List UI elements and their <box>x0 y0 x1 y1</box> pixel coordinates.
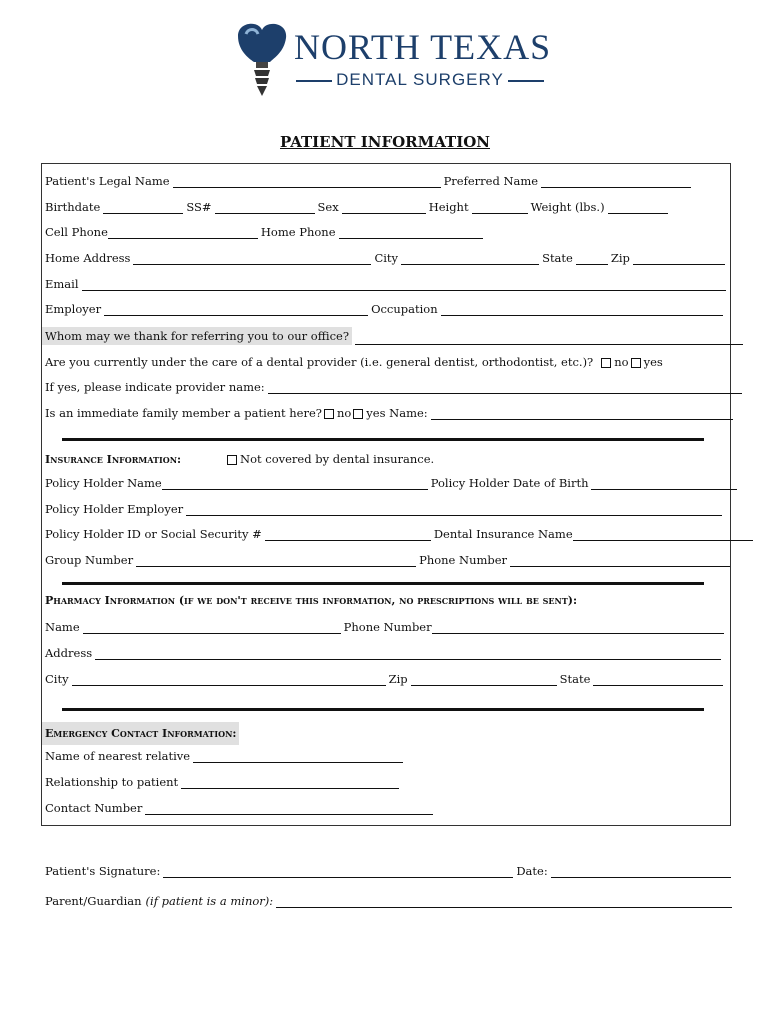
row-referral <box>45 327 746 345</box>
insurance-name-label: Dental Insurance Name <box>433 527 573 541</box>
row-relationship <box>45 775 402 789</box>
holder-dob-field[interactable] <box>591 479 737 490</box>
pharmacy-state-field[interactable] <box>593 675 723 686</box>
page-title: PATIENT INFORMATION <box>280 133 490 151</box>
pharmacy-city-label: City <box>45 672 69 686</box>
relative-label: Name of nearest relative <box>45 749 191 763</box>
occupation-label: Occupation <box>371 302 438 316</box>
provider-name-field[interactable] <box>268 383 742 394</box>
state-field[interactable] <box>576 254 608 265</box>
birthdate-field[interactable] <box>103 203 183 214</box>
row-birthdate <box>45 200 671 214</box>
insurance-phone-label: Phone Number <box>419 553 508 567</box>
relationship-field[interactable] <box>181 778 399 789</box>
row-pharmacy-city <box>45 672 726 686</box>
relationship-label: Relationship to patient <box>45 775 179 789</box>
cell-phone-label: Cell Phone <box>45 225 108 239</box>
care-yes-label: yes <box>643 355 663 369</box>
holder-name-field[interactable] <box>162 479 428 490</box>
insurance-heading-row <box>45 452 434 466</box>
ss-field[interactable] <box>215 203 315 214</box>
birthdate-label: Birthdate <box>45 200 101 214</box>
row-group-number <box>45 553 733 567</box>
family-question: Is an immediate family member a patient here? <box>45 406 322 420</box>
family-yes-label: yes Name: <box>366 406 428 420</box>
email-field[interactable] <box>82 280 726 291</box>
guardian-signature-field[interactable] <box>276 897 732 908</box>
employer-label: Employer <box>45 302 102 316</box>
home-phone-field[interactable] <box>339 228 483 239</box>
patient-signature-field[interactable] <box>163 867 513 878</box>
sex-field[interactable] <box>342 203 426 214</box>
section-divider <box>62 438 704 441</box>
cell-phone-field[interactable] <box>108 228 258 239</box>
row-contact-number <box>45 801 436 815</box>
height-label: Height <box>428 200 469 214</box>
row-guardian-signature <box>45 894 735 908</box>
pharmacy-phone-field[interactable] <box>432 623 724 634</box>
holder-name-label: Policy Holder Name <box>45 476 162 490</box>
preferred-name-label: Preferred Name <box>443 174 539 188</box>
row-email <box>45 277 729 291</box>
weight-label: Weight (lbs.) <box>530 200 605 214</box>
guardian-label: Parent/Guardian <box>45 894 142 908</box>
emergency-heading-row <box>45 722 239 745</box>
legal-name-label: Patient's Legal Name <box>45 174 170 188</box>
pharmacy-phone-label: Phone Number <box>343 620 432 634</box>
emergency-heading: Emergency Contact Information: <box>42 722 239 745</box>
family-no-checkbox[interactable] <box>324 409 334 419</box>
row-phones <box>45 225 486 239</box>
zip-field[interactable] <box>633 254 725 265</box>
not-covered-label: Not covered by dental insurance. <box>240 452 435 466</box>
holder-dob-label: Policy Holder Date of Birth <box>430 476 589 490</box>
care-no-label: no <box>614 355 629 369</box>
holder-id-field[interactable] <box>265 530 431 541</box>
legal-name-field[interactable] <box>173 177 441 188</box>
insurance-name-field[interactable] <box>573 530 753 541</box>
pharmacy-zip-field[interactable] <box>411 675 557 686</box>
brand-name: NORTH TEXAS <box>294 27 552 67</box>
relative-field[interactable] <box>193 752 403 763</box>
state-label: State <box>542 251 573 265</box>
group-number-label: Group Number <box>45 553 134 567</box>
city-field[interactable] <box>401 254 539 265</box>
referral-label: Whom may we thank for referring you to our office? <box>42 327 352 345</box>
city-label: City <box>374 251 399 265</box>
pharmacy-zip-label: Zip <box>388 672 408 686</box>
pharmacy-name-label: Name <box>45 620 80 634</box>
pharmacy-heading-row <box>45 594 577 607</box>
date-field[interactable] <box>551 867 731 878</box>
sex-label: Sex <box>317 200 339 214</box>
care-question: Are you currently under the care of a dental provider (i.e. general dentist, orthodontist, etc.)? <box>45 355 594 369</box>
row-patient-signature <box>45 864 734 878</box>
brand-subtitle: DENTAL SURGERY <box>296 70 544 90</box>
date-label: Date: <box>516 864 548 878</box>
occupation-field[interactable] <box>441 305 723 316</box>
logo <box>230 18 550 98</box>
provider-name-label: If yes, please indicate provider name: <box>45 380 265 394</box>
guardian-note: (if patient is a minor): <box>145 894 274 908</box>
row-provider <box>45 380 745 394</box>
care-yes-checkbox[interactable] <box>631 358 641 368</box>
holder-employer-field[interactable] <box>186 505 722 516</box>
weight-field[interactable] <box>608 203 668 214</box>
row-legal-name <box>45 174 694 188</box>
home-address-label: Home Address <box>45 251 131 265</box>
group-number-field[interactable] <box>136 556 416 567</box>
section-divider <box>62 582 704 585</box>
holder-id-label: Policy Holder ID or Social Security # <box>45 527 262 541</box>
pharmacy-address-field[interactable] <box>95 649 721 660</box>
pharmacy-city-field[interactable] <box>72 675 386 686</box>
care-no-checkbox[interactable] <box>601 358 611 368</box>
home-phone-label: Home Phone <box>260 225 336 239</box>
insurance-heading: Insurance Information: <box>45 453 182 466</box>
tooth-implant-icon <box>230 18 294 98</box>
referral-field[interactable] <box>355 334 743 345</box>
email-label: Email <box>45 277 79 291</box>
family-yes-checkbox[interactable] <box>353 409 363 419</box>
row-holder-employer <box>45 502 725 516</box>
row-policy-holder <box>45 476 740 490</box>
pharmacy-name-field[interactable] <box>83 623 341 634</box>
home-address-field[interactable] <box>133 254 371 265</box>
family-no-label: no <box>336 406 352 420</box>
pharmacy-state-label: State <box>559 672 591 686</box>
employer-field[interactable] <box>104 305 368 316</box>
zip-label: Zip <box>610 251 630 265</box>
not-covered-checkbox[interactable] <box>227 455 237 465</box>
preferred-name-field[interactable] <box>541 177 691 188</box>
row-dental-care <box>45 355 663 369</box>
row-pharmacy-name <box>45 620 727 634</box>
row-holder-id <box>45 527 756 541</box>
section-divider <box>62 708 704 711</box>
height-field[interactable] <box>472 203 528 214</box>
pharmacy-address-label: Address <box>45 646 93 660</box>
row-address <box>45 251 728 265</box>
pharmacy-heading: Pharmacy Information (if we don't receive this information, no prescriptions will be sent): <box>45 594 578 607</box>
contact-number-field[interactable] <box>145 804 433 815</box>
ss-label: SS# <box>186 200 212 214</box>
row-relative <box>45 749 406 763</box>
holder-employer-label: Policy Holder Employer <box>45 502 184 516</box>
row-employer <box>45 302 726 316</box>
family-name-field[interactable] <box>431 409 733 420</box>
contact-number-label: Contact Number <box>45 801 143 815</box>
insurance-phone-field[interactable] <box>510 556 730 567</box>
row-pharmacy-address <box>45 646 724 660</box>
row-family <box>45 406 736 420</box>
patient-signature-label: Patient's Signature: <box>45 864 161 878</box>
